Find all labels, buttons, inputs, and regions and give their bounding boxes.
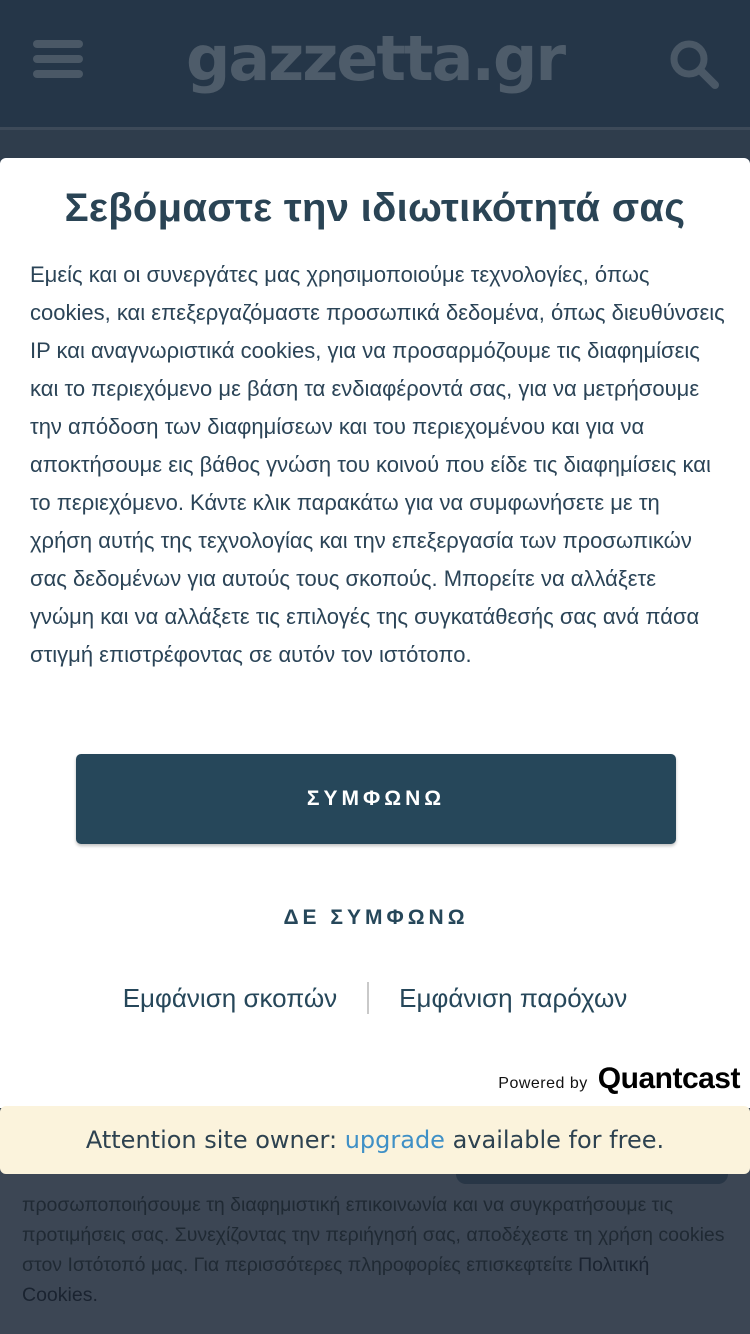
dialog-body-text: Εμείς και οι συνεργάτες μας χρησιμοποιούμε τεχνολογίες, όπως cookies, και επεξεργαζόμαστε προσωπικά δεδομένα, όπως διευθύνσεις IP και αναγνωριστικά cookies, για να προσαρμόζουμε τις διαφημίσεις και το περιεχόμενο με βάση τα ενδιαφέροντά σας, για να μετρήσουμε την απόδοση των διαφημίσεων και του περιεχομένου και για να αποκτήσουμε εις βάθος γνώση του κοινού που είδε τις διαφημίσεις και το περιεχόμενο. Κάντε κλικ παρακάτω για να συμφωνήσετε με τη χρήση αυτής της τεχνολογίας και την επεξεργασία των προσωπικών σας δεδομένων για αυτούς τους σκοπούς. Μπορείτε να αλλάξετε γνώμη και να αλλάξετε τις επιλογές της συγκατάθεσής σας ανά πάσα στιγμή επιστρέφοντας σε αυτόν τον ιστότοπο. — [30, 262, 725, 667]
dialog-links-row — [0, 978, 750, 1018]
search-icon[interactable] — [668, 38, 720, 90]
attention-prefix: Attention site owner: — [85, 1126, 345, 1154]
dialog-title: Σεβόμαστε την ιδιωτικότητά σας — [64, 186, 686, 230]
show-vendors-link[interactable]: Εμφάνιση παρόχων — [399, 982, 628, 1013]
consent-dialog — [0, 158, 750, 1108]
attention-site-owner-bar — [0, 1106, 750, 1174]
show-purposes-link[interactable]: Εμφάνιση σκοπών — [122, 982, 338, 1013]
attention-suffix: available for free. — [444, 1126, 665, 1154]
background-cookie-text: προσωποποιήσουμε τη διαφημιστική επικοινωνία και να συγκρατήσουμε τις προτιμήσεις σας. Συνεχίζοντας την περιήγησή σας, αποδέχεστε τη χρήση cookies στον Ιστότοπό μας. Για περισσότερες πληροφορίες επισκεφτείτε — [22, 1194, 725, 1276]
disagree-button[interactable]: ΔΕ ΣΥΜΦΩΝΩ — [76, 898, 676, 938]
site-logo[interactable]: gazzetta.gr — [185, 22, 565, 95]
agree-button[interactable]: ΣΥΜΦΩΝΩ — [76, 754, 676, 844]
quantcast-logo[interactable]: Quantcast — [597, 1062, 740, 1095]
upgrade-link[interactable]: upgrade — [344, 1126, 445, 1154]
cookie-policy-link[interactable]: Πολιτική Cookies. — [22, 1254, 650, 1306]
powered-by — [498, 1062, 740, 1096]
powered-by-label: Powered by — [498, 1075, 588, 1092]
site-header — [0, 0, 750, 130]
